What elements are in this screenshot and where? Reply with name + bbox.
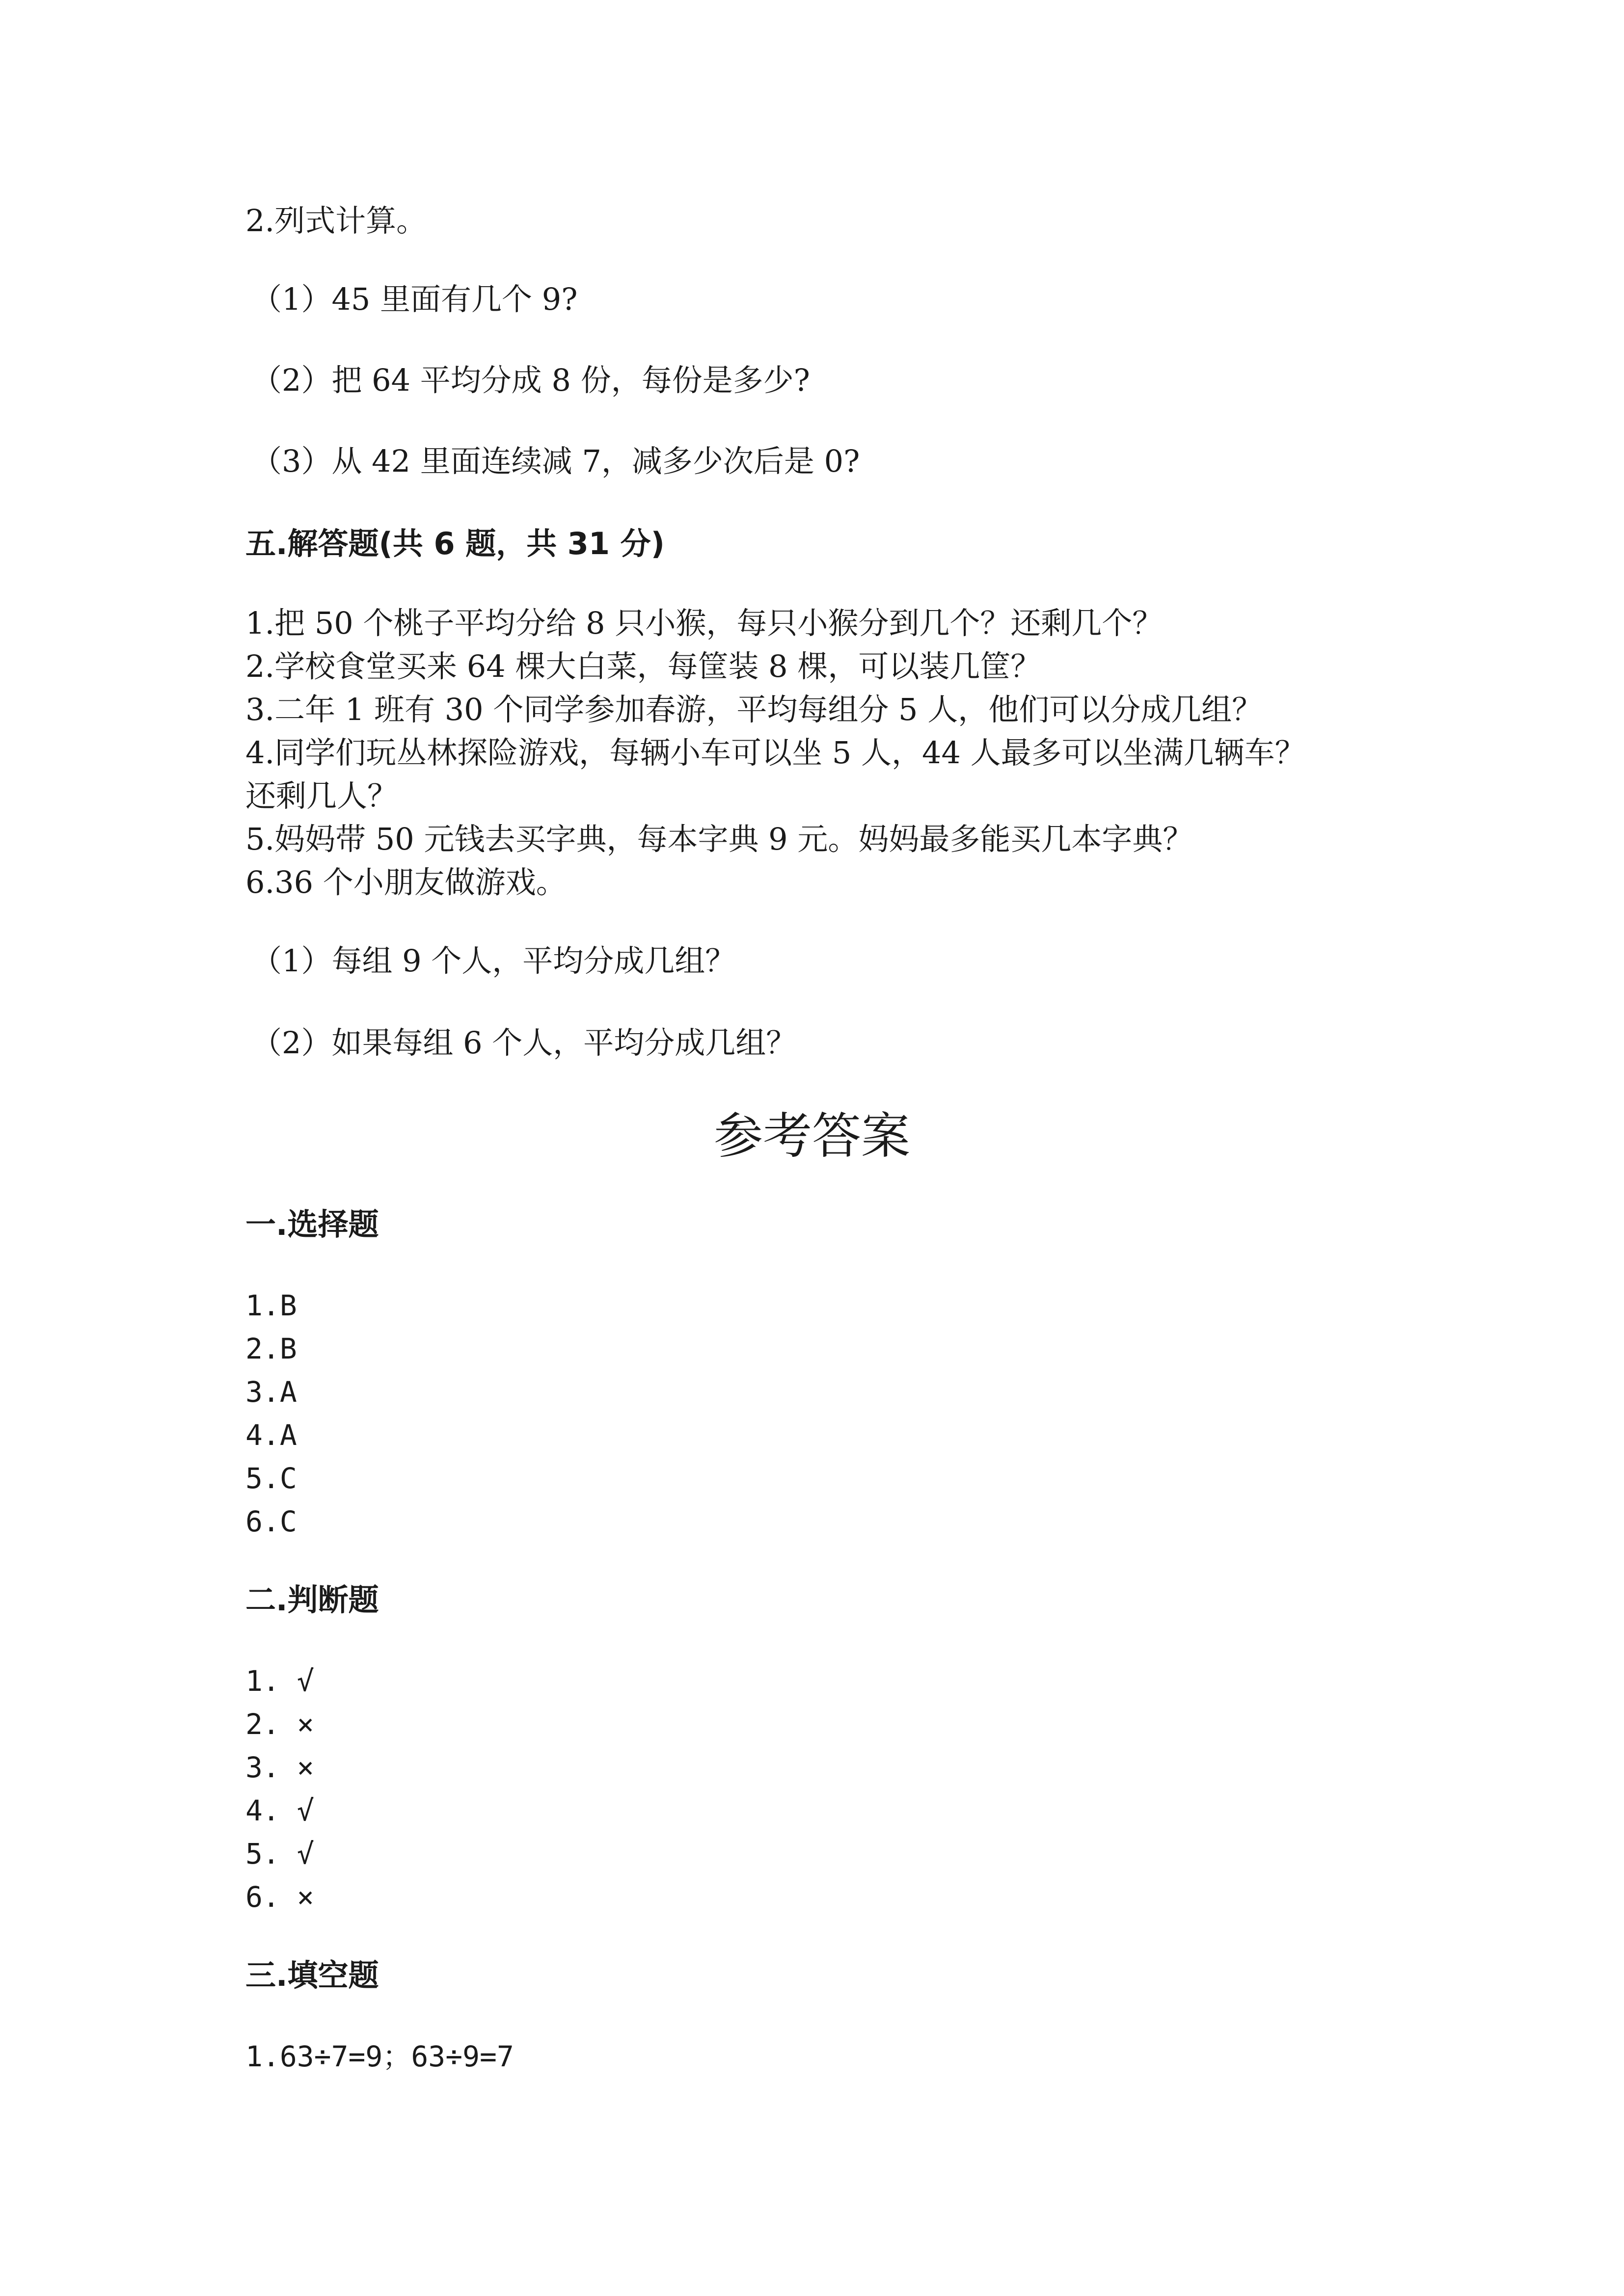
answer-judge-1: 1. √: [245, 1664, 314, 1698]
answer-fill-1: 1.63÷7=9；63÷9=7: [245, 2040, 514, 2073]
answers-section2-heading: 二.判断题: [245, 1582, 379, 1618]
section5-line-4-cont: 还剩几人？: [245, 778, 398, 814]
answers-section1-heading: 一.选择题: [245, 1206, 379, 1242]
answer-choice-3: 3.A: [245, 1375, 297, 1409]
answers-section3-heading: 三.填空题: [245, 1957, 379, 1993]
answer-judge-2: 2. ×: [245, 1708, 314, 1741]
section5-line-3: 3.二年 1 班有 30 个同学参加春游，平均每组分 5 人，他们可以分成几组？: [245, 692, 1263, 727]
section5-line-5: 5.妈妈带 50 元钱去买字典，每本字典 9 元。妈妈最多能买几本字典？: [245, 821, 1193, 857]
answer-choice-1: 1.B: [245, 1289, 297, 1322]
answer-choice-2: 2.B: [245, 1332, 297, 1365]
answer-choice-6: 6.C: [245, 1505, 297, 1538]
section5-line-6: 6.36 个小朋友做游戏。: [245, 864, 567, 900]
section5-line-2: 2.学校食堂买来 64 棵大白菜，每筐装 8 棵，可以装几筐？: [245, 648, 1041, 684]
answer-choice-4: 4.A: [245, 1418, 297, 1452]
section5-sub-2: （2）如果每组 6 个人，平均分成几组？: [251, 1025, 797, 1061]
answer-judge-5: 5. √: [245, 1837, 314, 1870]
answer-judge-6: 6. ×: [245, 1880, 314, 1914]
calc-item-2: （2）把 64 平均分成 8 份，每份是多少?: [251, 362, 810, 398]
answers-title: 参考答案: [714, 1107, 910, 1165]
answer-judge-4: 4. √: [245, 1794, 314, 1827]
section5-line-4: 4.同学们玩丛林探险游戏，每辆小车可以坐 5 人，44 人最多可以坐满几辆车？: [245, 735, 1305, 771]
section5-heading: 五.解答题(共 6 题，共 31 分): [245, 526, 665, 561]
answer-choice-5: 5.C: [245, 1462, 297, 1495]
calc-item-1: （1）45 里面有几个 9?: [251, 281, 578, 317]
calc-item-3: （3）从 42 里面连续减 7，减多少次后是 0?: [251, 443, 860, 479]
section5-sub-1: （1）每组 9 个人，平均分成几组？: [251, 943, 736, 979]
calc-title: 2.列式计算。: [245, 203, 427, 239]
section5-line-1: 1.把 50 个桃子平均分给 8 只小猴，每只小猴分到几个？还剩几个？: [245, 605, 1163, 641]
answer-judge-3: 3. ×: [245, 1751, 314, 1784]
